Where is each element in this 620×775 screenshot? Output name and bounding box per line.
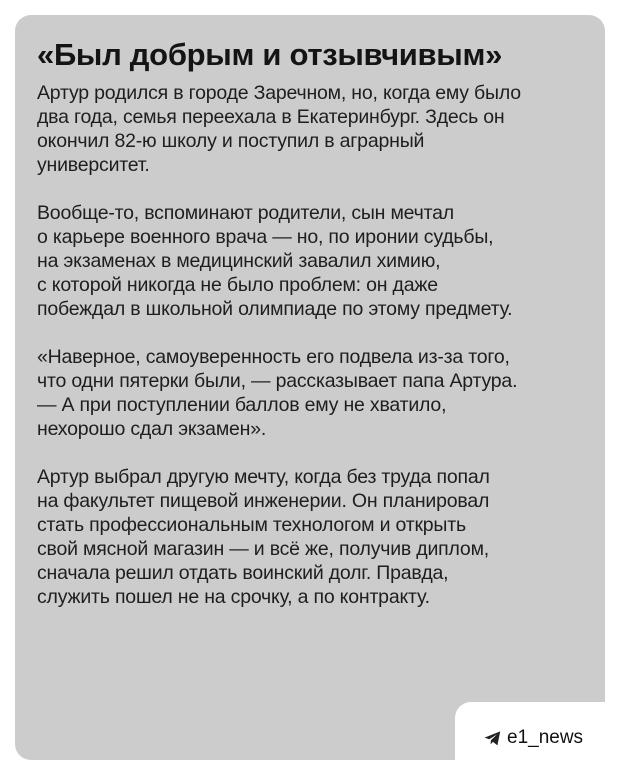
brand-name: e1_news: [507, 727, 584, 748]
text-line: «Наверное, самоуверенность его подвела из-за того,: [37, 346, 510, 368]
text-line: стать профессиональным технологом и открыть: [37, 514, 466, 536]
brand-badge[interactable]: [484, 725, 583, 751]
telegram-icon: [484, 731, 501, 746]
text-line: о карьере военного врача — но, по иронии судьбы,: [37, 226, 494, 248]
text-line: служить пошел не на срочку, а по контракту.: [37, 586, 430, 608]
text-line: сначала решил отдать воинский долг. Правда,: [37, 562, 449, 584]
text-line: на факультет пищевой инженерии. Он планировал: [37, 490, 490, 512]
article-title: «Был добрым и отзывчивым»: [37, 37, 503, 72]
text-line: Вообще-то, вспоминают родители, сын мечтал: [37, 202, 454, 224]
article-body: [37, 81, 597, 633]
text-line: с которой никогда не было проблем: он даже: [37, 274, 438, 296]
text-line: Артур родился в городе Заречном, но, когда ему было: [37, 82, 521, 104]
text-line: окончил 82-ю школу и поступил в аграрный: [37, 130, 425, 152]
text-line: на экзаменах в медицинский завалил химию,: [37, 250, 441, 272]
paragraph: [37, 345, 597, 441]
text-line: нехорошо сдал экзамен».: [37, 418, 267, 440]
text-line: свой мясной магазин — и всё же, получив диплом,: [37, 538, 490, 560]
text-line: побеждал в школьной олимпиаде по этому предмету.: [37, 298, 513, 320]
text-line: что одни пятерки были, — рассказывает папа Артура.: [37, 370, 518, 392]
text-line: университет.: [37, 154, 150, 176]
paragraph: [37, 81, 597, 177]
text-line: — А при поступлении баллов ему не хватило,: [37, 394, 447, 416]
paragraph: [37, 201, 597, 321]
text-line: Артур выбрал другую мечту, когда без труда попал: [37, 466, 490, 488]
paragraph: [37, 465, 597, 609]
article-card: [15, 15, 605, 760]
text-line: два года, семья переехала в Екатеринбург. Здесь он: [37, 106, 505, 128]
